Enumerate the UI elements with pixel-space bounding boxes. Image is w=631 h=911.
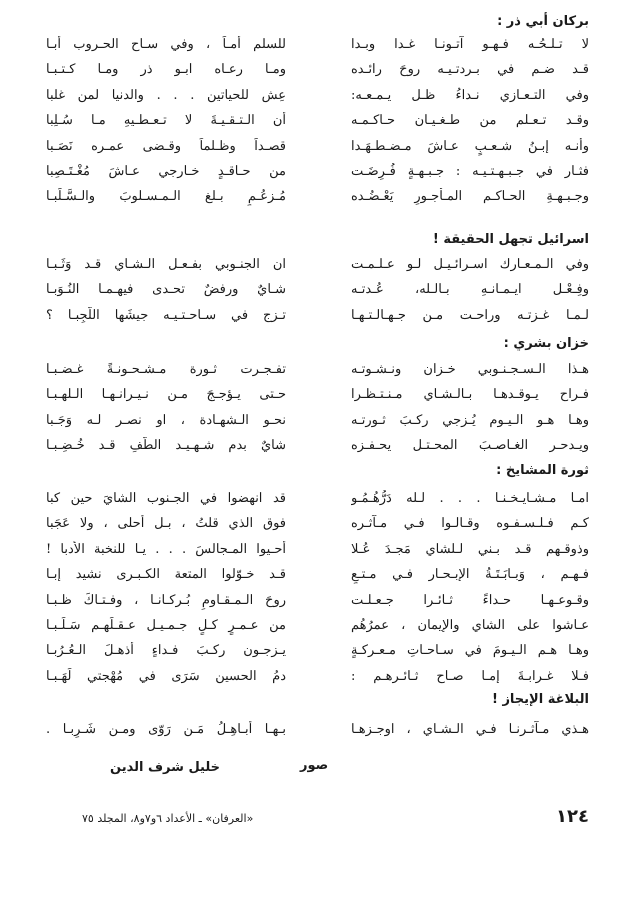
verse-hemistich-left: فوق الذي قلتُ ، بـل أحلى ، ولا عَجَبا xyxy=(46,516,286,532)
verse-hemistich-left: شـايٌ ورفضٌ تحـدى فيهـمـا النُـوَبـا xyxy=(46,282,286,298)
verse-hemistich-left: أحـيوا المـجالسَ . . . يـا للنخبة الأدبا ! xyxy=(46,541,286,557)
verse-hemistich-left: عِش للحياتين . . . والدنيا لمن غلبا xyxy=(46,87,286,103)
verse-hemistich-left: روحَ الـمـقـاومِ بُـركـانـا ، وفـتـاكَ ظـبـا xyxy=(46,592,286,608)
verse-hemistich-left: تفـجـرت ثـورة مـشـحـونـةً غـضـبـا xyxy=(46,362,286,377)
verse-hemistich-left: أن الـتـقـيـةَ لا تـعـطـيهِ مـا سُـلِبا xyxy=(46,113,286,129)
verse-hemistich-right: هـذي مـآثـرنـا فـي الـشـاي ، اوجـزهـا xyxy=(351,722,589,737)
verse-hemistich-left: من عـمـرٍ كـلٍ جـمـيـل عـقـلَهـم سَـلَـبـا xyxy=(46,618,286,633)
verse-hemistich-right: وجـبـهـةِ الحـاكـم المـأجـورِ يَعْـضُـده xyxy=(351,189,589,205)
verse-hemistich-right: وقـد تـعـلم من طـغـيـان حـاكـمـه xyxy=(351,113,589,129)
section-heading: ثورة المشايخ : xyxy=(496,463,589,478)
verse-hemistich-left: شايٌ بدم شـهـيـد الطَّفِ قـد خُـضِـبـا xyxy=(46,438,286,454)
verse-hemistich-left: حـتى يـؤجـجَ مـن نـيـرانـهـا الـلهـبـا xyxy=(46,387,286,403)
verse-hemistich-left: تـزج في سـاحـتـيـه جيشَها اللَّجِبـا ؟ xyxy=(46,307,286,323)
verse-hemistich-left: بـهـا أبـاهِـلُ مَـن رَوّى ومـن شَـرِبـا . xyxy=(46,722,286,737)
verse-hemistich-right: وهـا هـو الـيـوم يُـزجي ركـبَ ثـورتـه xyxy=(351,412,589,428)
verse-hemistich-right: كـم فـلـسـفـوه وقـالـوا فـي مـآثـره xyxy=(351,516,589,532)
verse-hemistich-left: قد انهضوا في الجـنوب الشايَ حين كبا xyxy=(46,491,286,506)
verse-hemistich-right: وهـا هـم الـيـومَ في سـاحـاتِ مـعـركـةٍ xyxy=(351,643,589,659)
verse-hemistich-right: فـراح يـوقـدهـا بـالـشـاي مـنـتـظـرا xyxy=(351,387,589,403)
verse-hemistich-right: وفِـعْـل ايـمـانـهِ بـالـله، عُـدتـه xyxy=(351,282,589,298)
section-heading: اسرائيل تجهل الحقيقة ! xyxy=(432,232,589,247)
verse-hemistich-right: فـهـم ، وَبـابَـتَـةُ الإبـحـار فـي مـتـعٍ xyxy=(351,567,589,583)
verse-hemistich-left: قـد خـوّلوا المتعة الكـبـرى نشيد إبـا xyxy=(46,567,286,583)
verse-hemistich-right: عـاشوا على الشاي والإيمان ، عمرُهُم xyxy=(351,618,589,633)
section-heading: خزان بشري : xyxy=(503,336,589,351)
verse-hemistich-right: لـمـا غـزتـه وراحـت مـن جـهـالـتـهـا xyxy=(351,307,589,323)
verse-hemistich-left: من حـاقـدٍ خـارجي عـاشَ مُغْـتَـصِبا xyxy=(46,164,286,179)
section-heading: بركان أبي ذر : xyxy=(497,14,589,29)
verse-hemistich-right: فـلا غـرابـةَ إمـا صـاح ثـائـرهـم : xyxy=(351,668,589,684)
section-heading: البلاغة الإيجاز ! xyxy=(491,692,589,707)
verse-hemistich-right: وقـوعـهـا حـداءً ثـائـرا جـعـلـت xyxy=(351,592,589,608)
verse-hemistich-right: فثـار في جـبـهـتـيـه : جـبـهـةٍ فُـرِضَـت xyxy=(351,164,589,179)
journal-footer: «العرفان» ـ الأعداد ٦و٧و٨، المجلد ٧٥ xyxy=(82,812,254,825)
verse-hemistich-left: يـزجـون ركـبَ فـداءٍ أذهـلَ الـعُـرُبـا xyxy=(46,643,286,659)
verse-hemistich-right: وذوقـهم قـد بـني لـلشاي مَجـدَ عُـلا xyxy=(351,541,589,557)
verse-hemistich-left: نحـو الـشهـادة ، او نصـر لـه وَجَـبا xyxy=(46,412,286,428)
verse-hemistich-right: وأنـه إبـنُ شـعـبٍ عـاشَ مـضـطـهَـدا xyxy=(351,138,589,154)
verse-hemistich-right: امـا مـشـايـخـنـا . . . لـله دَرُّهُـمُـو xyxy=(351,491,589,506)
verse-hemistich-right: ويـدحـر الغـاصـبَ المحـتـل يحـفـزه xyxy=(351,438,589,454)
verse-hemistich-right: قـد ضـم في بـردتـيـه روحَ رائـده xyxy=(351,62,589,78)
verse-hemistich-right: لا تـلـحُـه فـهـو آتـونـا غـدا وبـدا xyxy=(351,37,589,52)
verse-hemistich-left: للسلم أمـاً ، وفي سـاح الحـروب أبـا xyxy=(46,37,286,52)
author-place: صور xyxy=(300,758,329,773)
author-name: خليل شرف الدين xyxy=(110,760,221,775)
verse-hemistich-right: هـذا الـسـجـنـوبي خـزان ونـشـوتـه xyxy=(351,362,589,377)
verse-hemistich-left: دمُ الحسين سَرَى في مُهْجتي لَهَـبـا xyxy=(46,668,286,684)
verse-hemistich-right: وفي الـمـعـارك اسـرائـيـل لـو عـلـمـت xyxy=(351,257,589,272)
verse-hemistich-left: ان الجنـوبي بفـعـل الـشـاي قـد وَثَـبـا xyxy=(46,257,286,272)
verse-hemistich-left: مُـزعُـمٍ بـلغ الـمـسـلوبَ والـسَّـلَبـا xyxy=(46,189,286,205)
verse-hemistich-left: قصـداً وظـلماً وقـضى عمـره نَصَـبا xyxy=(46,138,286,154)
verse-hemistich-left: ومـا رعـاه ابـو ذر ومـا كـتـبـا xyxy=(46,62,286,78)
verse-hemistich-right: وفي التـعـازي نـداءُ ظـل يـمـعـه: xyxy=(351,87,589,103)
page-number: ١٢٤ xyxy=(556,806,589,827)
